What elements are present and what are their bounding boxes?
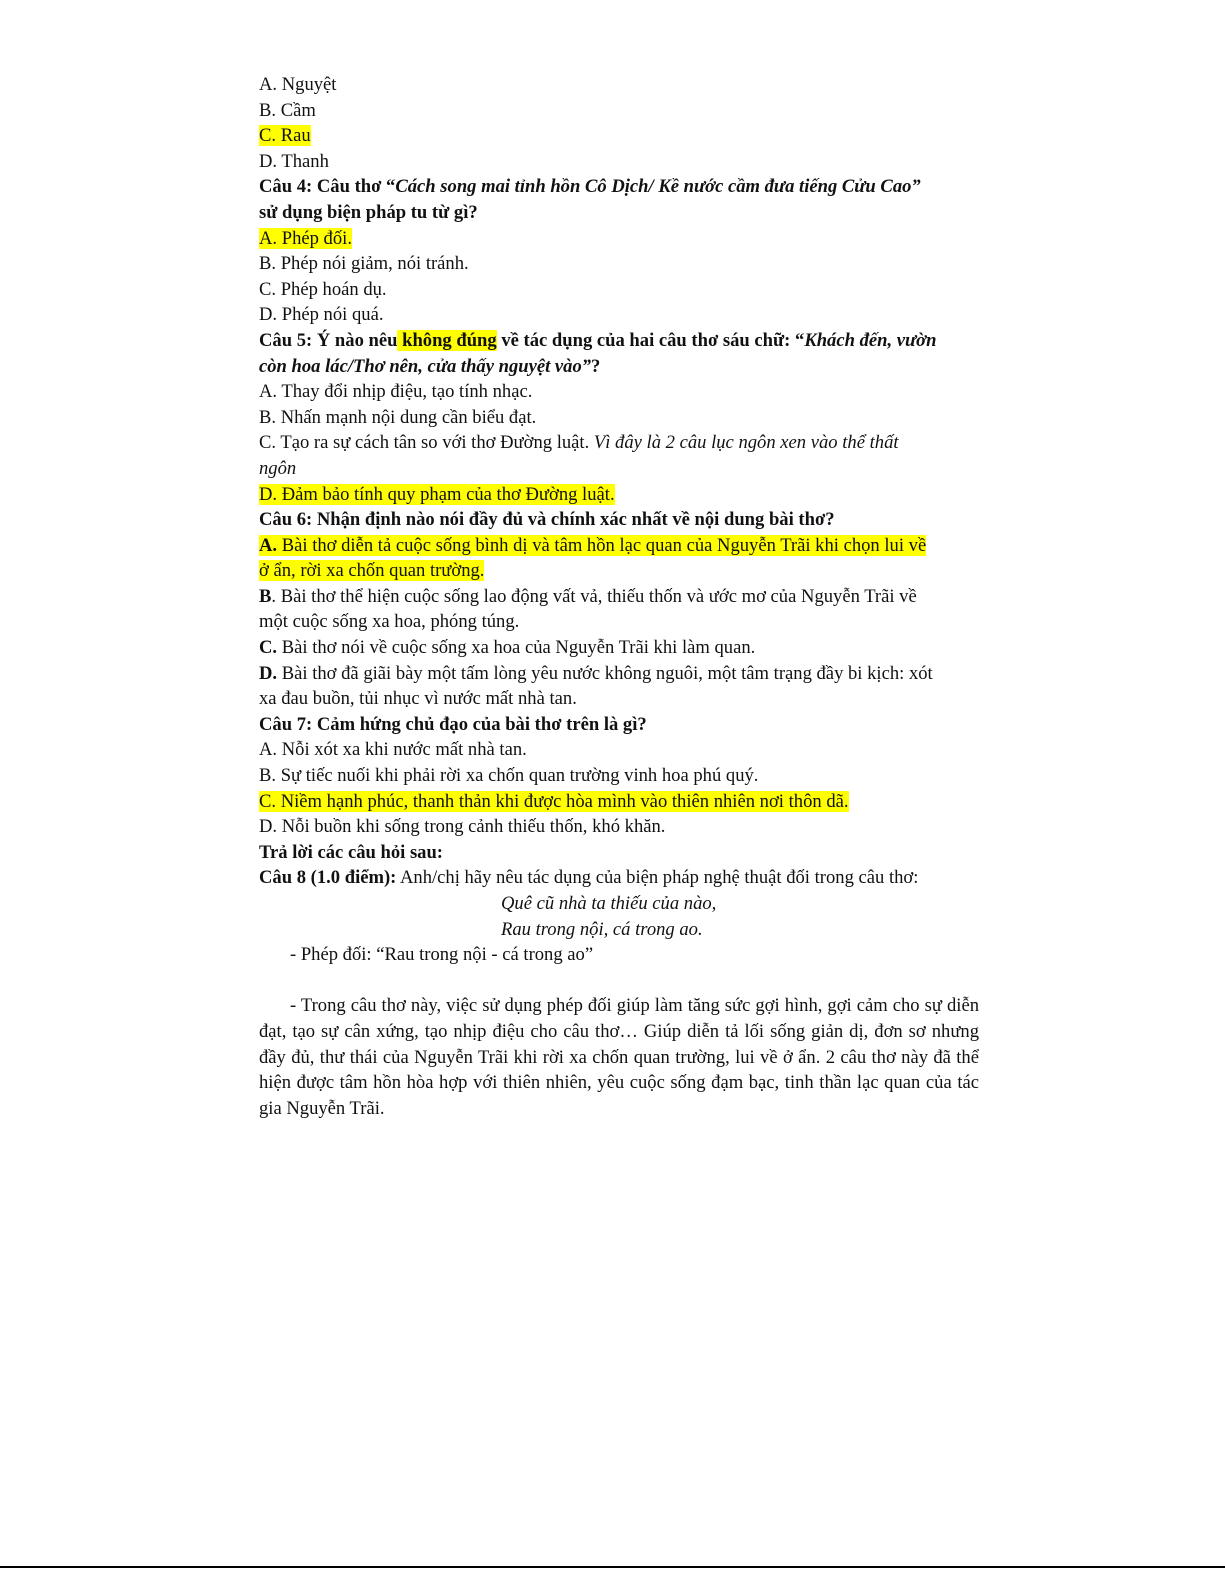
q5-pre: Câu 5: Ý nào nêu — [259, 329, 398, 351]
q6-option-b-line2: một cuộc sống xa hoa, phóng túng. — [259, 611, 520, 633]
q7-question: Câu 7: Cảm hứng chủ đạo của bài thơ trên là gì? — [259, 713, 647, 735]
q6-c-key: C. — [259, 637, 278, 659]
q6-d-key: D. — [259, 662, 278, 684]
poem-line-1: Quê cũ nhà ta thiếu của nào, — [501, 893, 717, 914]
q5-quote-1: Khách đến, vườn — [804, 329, 937, 351]
q6-option-b-line1 — [259, 584, 979, 610]
q6-option-c — [259, 635, 979, 661]
q7-option-c — [259, 789, 979, 815]
q3-option-c — [259, 123, 979, 149]
q8-label: Câu 8 (1.0 điểm): — [259, 867, 397, 889]
q5-option-c — [259, 430, 979, 456]
q6-a-key: A. — [259, 534, 278, 556]
q3-answer-highlight: C. Rau — [259, 125, 311, 147]
q3-option-b: B. Cầm — [259, 99, 316, 121]
q6-answer-highlight-1 — [259, 535, 926, 556]
q8-answer-paragraph: - Trong câu thơ này, việc sử dụng phép đối giúp làm tăng sức gợi hình, gợi cảm cho sự diễn đạt, tạo sự cân xứng, tạo nhịp điệu cho câu thơ… Giúp diễn tả lối sống giản dị, đơn sơ nhưng đầy đủ, thư thái của Nguyễn Trãi khi rời xa chốn quan trường, lui về ở ẩn. 2 câu thơ này đã thể hiện được tâm hồn hòa hợp với thiên nhiên, yêu cuộc sống đạm bạc, tinh thần lạc quan của tác gia Nguyễn Trãi. — [259, 995, 979, 1119]
q4-question — [259, 174, 979, 200]
q3-option-d: D. Thanh — [259, 150, 329, 172]
q4-option-a — [259, 226, 979, 252]
q8-answer-line-1: - Phép đối: “Rau trong nội - cá trong ao” — [290, 944, 594, 966]
page-bottom-border — [0, 1566, 1225, 1568]
q6-d-text-1: Bài thơ đã giãi bày một tấm lòng yêu nước không nguôi, một tâm trạng đầy bi kịch: xót — [277, 662, 933, 684]
q8-question — [259, 865, 979, 891]
q8-prompt: Anh/chị hãy nêu tác dụng của biện pháp nghệ thuật đối trong câu thơ: — [396, 867, 919, 889]
q4-quote: Cách song mai tỉnh hồn Cô Dịch/ Kề nước cầm đưa tiếng Cửu Cao” — [395, 176, 921, 198]
q7-option-a: A. Nỗi xót xa khi nước mất nhà tan. — [259, 739, 527, 761]
q5-question — [259, 328, 979, 354]
q5-option-d — [259, 482, 979, 508]
q6-answer-highlight-2: ở ẩn, rời xa chốn quan trường. — [259, 560, 485, 582]
q5-end: ? — [591, 355, 601, 377]
q5-option-c-text: C. Tạo ra sự cách tân so với thơ Đường luật. — [259, 432, 594, 454]
q4-answer-highlight: A. Phép đối. — [259, 227, 352, 249]
q4-label: Câu 4: Câu thơ “ — [259, 176, 396, 198]
q6-b-text-1: . Bài thơ thể hiện cuộc sống lao động vất vả, thiếu thốn và ước mơ của Nguyễn Trãi về — [271, 585, 917, 607]
q5-note-1: Vì đây là 2 câu lục ngôn xen vào thể thất — [593, 432, 899, 454]
q4-option-d: D. Phép nói quá. — [259, 304, 384, 326]
section-heading: Trả lời các câu hỏi sau: — [259, 841, 444, 863]
q5-mid: về tác dụng của hai câu thơ sáu chữ: “ — [496, 329, 805, 351]
q6-a-text-1: Bài thơ diễn tả cuộc sống bình dị và tâm hồn lạc quan của Nguyễn Trãi khi chọn lui về — [277, 534, 927, 556]
poem-line-2: Rau trong nội, cá trong ao. — [501, 918, 703, 940]
q4-question-tail: sử dụng biện pháp tu từ gì? — [259, 201, 478, 223]
q6-option-d-line2: xa đau buồn, tủi nhục vì nước mất nhà tan. — [259, 688, 577, 710]
q5-answer-highlight: D. Đảm bảo tính quy phạm của thơ Đường luật. — [259, 483, 615, 505]
q3-option-a: A. Nguyệt — [259, 74, 337, 95]
q5-quote-2: còn hoa lác/Thơ nên, cửa thấy nguyệt vào” — [259, 355, 592, 377]
q6-option-a-line2 — [259, 558, 979, 584]
q6-c-text: Bài thơ nói về cuộc sống xa hoa của Nguyễn Trãi khi làm quan. — [277, 637, 756, 659]
blank-line — [259, 968, 979, 994]
q5-question-line2 — [259, 354, 979, 380]
q4-option-c: C. Phép hoán dụ. — [259, 278, 387, 300]
q5-option-b: B. Nhấn mạnh nội dung cần biểu đạt. — [259, 406, 537, 428]
q6-question: Câu 6: Nhận định nào nói đầy đủ và chính xác nhất về nội dung bài thơ? — [259, 509, 835, 531]
q4-option-b: B. Phép nói giảm, nói tránh. — [259, 253, 469, 275]
q7-option-d: D. Nỗi buồn khi sống trong cảnh thiếu thốn, khó khăn. — [259, 816, 666, 838]
q6-option-a-line1 — [259, 533, 979, 559]
q5-note-2: ngôn — [259, 457, 297, 479]
q6-option-d-line1 — [259, 661, 979, 687]
q7-answer-highlight: C. Niềm hạnh phúc, thanh thản khi được hòa mình vào thiên nhiên nơi thôn dã. — [259, 790, 849, 812]
document-page — [259, 72, 979, 1121]
q5-option-a: A. Thay đổi nhịp điệu, tạo tính nhạc. — [259, 381, 533, 403]
q7-option-b: B. Sự tiếc nuối khi phải rời xa chốn quan trường vinh hoa phú quý. — [259, 765, 759, 787]
q6-b-key: B — [259, 585, 272, 607]
q5-highlight: không đúng — [397, 329, 497, 351]
